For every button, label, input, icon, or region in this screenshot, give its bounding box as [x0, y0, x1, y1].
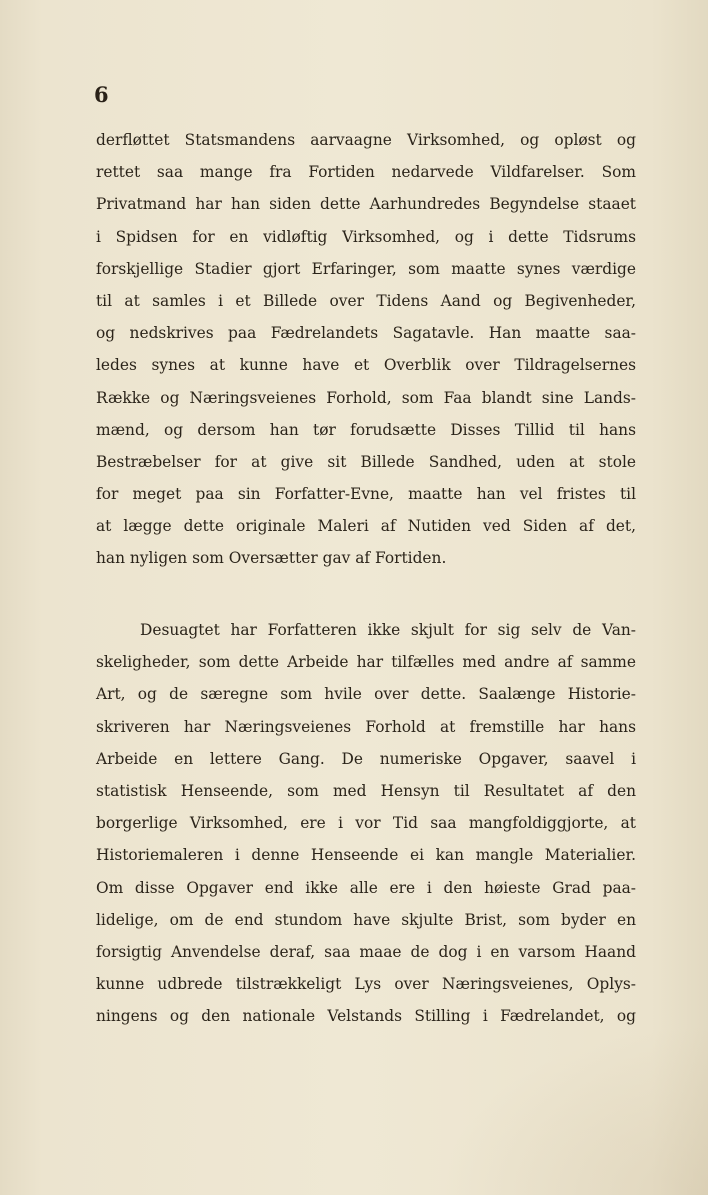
text-line: kunne udbrede tilstrækkeligt Lys over Næringsveienes, Oplys-: [96, 975, 636, 994]
text-line: til at samles i et Billede over Tidens Aand og Begivenheder,: [96, 291, 636, 310]
text-line: Art, og de særegne som hvile over dette. Saalænge Historie-: [96, 685, 636, 704]
paragraph-2: [96, 614, 636, 1032]
text-line: Desuagtet har Forfatteren ikke skjult for sig selv de Van-: [140, 621, 636, 639]
paragraph-1: [96, 124, 636, 575]
text-line: Historiemaleren i denne Henseende ei kan mangle Materialier.: [96, 846, 636, 865]
text-line: ledes synes at kunne have et Overblik over Tildragelsernes: [96, 356, 636, 375]
page-number: 6: [94, 82, 109, 107]
text-line: lidelige, om de end stundom have skjulte Brist, som byder en: [96, 910, 636, 929]
text-line: borgerlige Virksomhed, ere i vor Tid saa mangfoldiggjorte, at: [96, 814, 636, 833]
text-line: ningens og den nationale Velstands Stilling i Fædrelandet, og: [96, 1007, 636, 1026]
text-line: at lægge dette originale Maleri af Nutiden ved Siden af det,: [96, 517, 636, 536]
text-line: Privatmand har han siden dette Aarhundredes Begyndelse staaet: [96, 195, 636, 214]
text-line: rettet saa mange fra Fortiden nedarvede Vildfarelser. Som: [96, 163, 636, 182]
text-line: forskjellige Stadier gjort Erfaringer, som maatte synes værdige: [96, 259, 636, 278]
text-line: forsigtig Anvendelse deraf, saa maae de dog i en varsom Haand: [96, 942, 636, 961]
text-line: Om disse Opgaver end ikke alle ere i den høieste Grad paa-: [96, 878, 636, 897]
page-corner-shading: [438, 1025, 708, 1195]
text-line: og nedskrives paa Fædrelandets Sagatavle. Han maatte saa-: [96, 324, 636, 343]
text-line: han nyligen som Oversætter gav af Fortiden.: [96, 549, 447, 568]
text-line: Arbeide en lettere Gang. De numeriske Opgaver, saavel i: [96, 749, 636, 768]
text-line: Bestræbelser for at give sit Billede Sandhed, uden at stole: [96, 452, 636, 471]
text-line: statistisk Henseende, som med Hensyn til Resultatet af den: [96, 781, 636, 800]
text-line: Række og Næringsveienes Forhold, som Faa blandt sine Lands-: [96, 388, 636, 407]
text-line: for meget paa sin Forfatter-Evne, maatte han vel fristes til: [96, 485, 636, 504]
text-line: derfløttet Statsmandens aarvaagne Virksomhed, og opløst og: [96, 131, 636, 149]
text-line: skeligheder, som dette Arbeide har tilfælles med andre af samme: [96, 653, 636, 672]
text-line: skriveren har Næringsveienes Forhold at fremstille har hans: [96, 717, 636, 736]
text-line: i Spidsen for en vidløftig Virksomhed, og i dette Tidsrums: [96, 227, 636, 246]
text-line: mænd, og dersom han tør forudsætte Disses Tillid til hans: [96, 420, 636, 439]
